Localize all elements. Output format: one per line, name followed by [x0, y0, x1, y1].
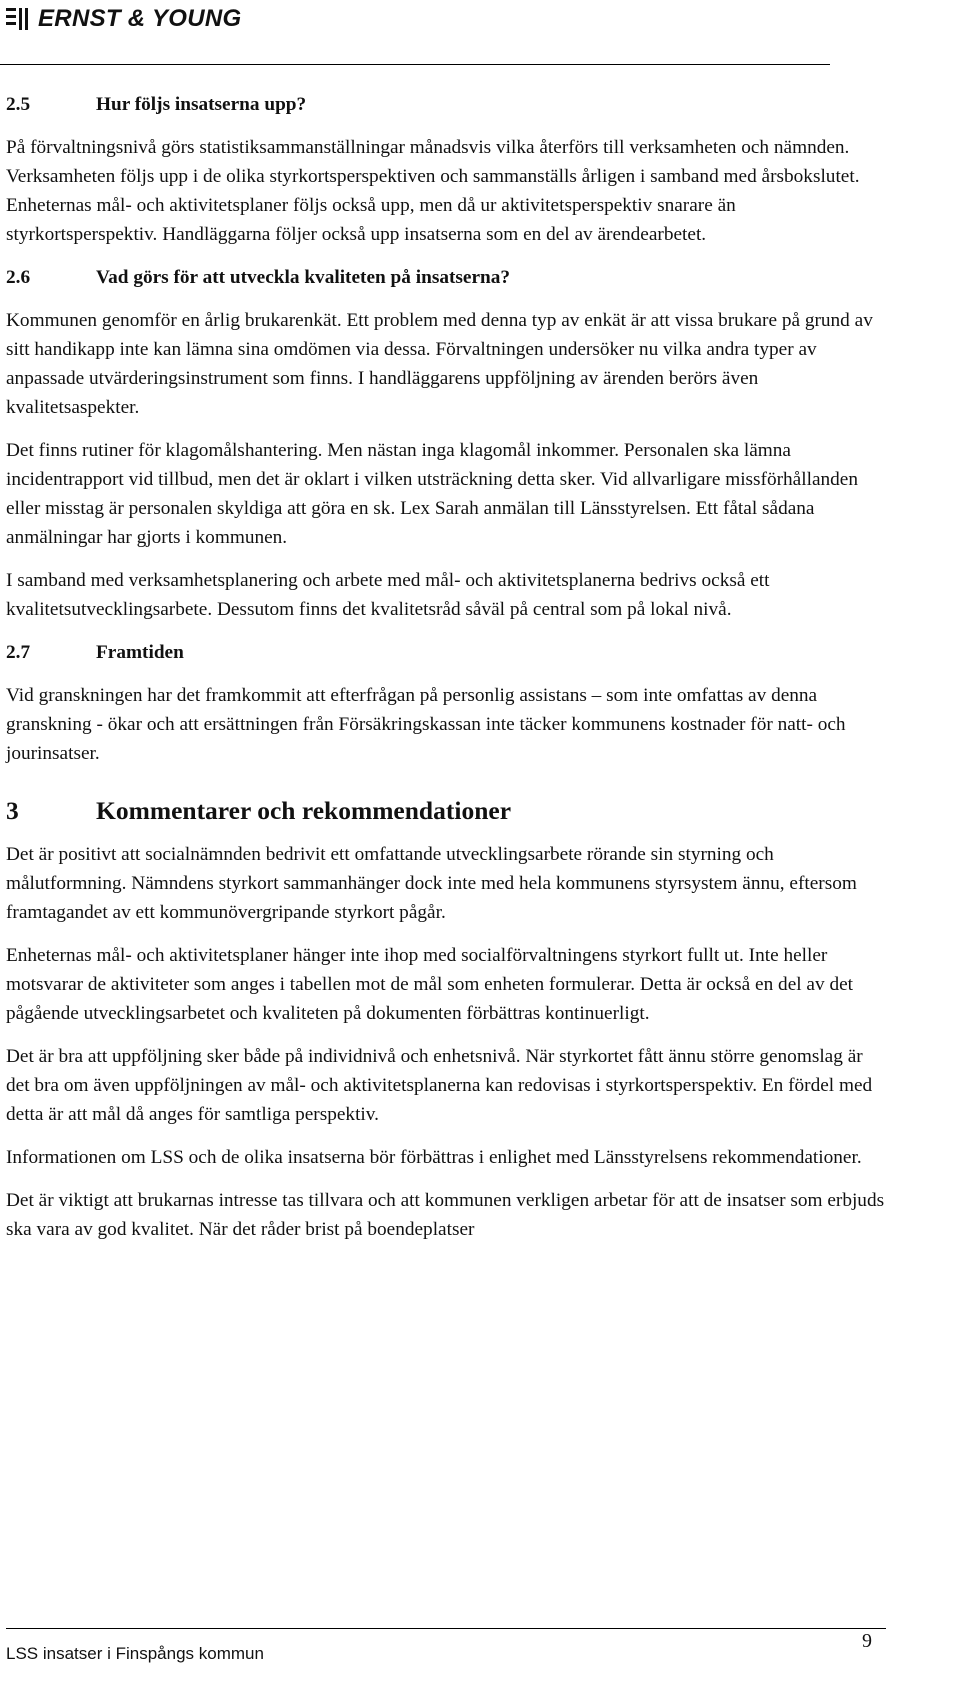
- section-heading-2-7: [6, 638, 886, 667]
- section-number: 2.7: [6, 642, 31, 663]
- header-divider: [0, 64, 830, 65]
- chapter-heading-3: [6, 794, 886, 828]
- paragraph: Det är positivt att socialnämnden bedrivit ett omfattande utvecklingsarbete rörande sin styrning och målutformning. Nämndens styrkort sammanhänger dock inte med hela kommunens styrsystem ännu, eftersom framtagandet av ett kommunövergripande styrkort pågår.: [6, 844, 857, 923]
- section-title: Vad görs för att utveckla kvaliteten på insatserna?: [96, 267, 511, 288]
- paragraph: Det är viktigt att brukarnas intresse tas tillvara och att kommunen verkligen arbetar för att de insatser som erbjuds ska vara av god kvalitet. När det råder brist på boendeplatser: [6, 1190, 885, 1240]
- document-body: [6, 84, 886, 1258]
- section-heading-2-6: [6, 263, 886, 292]
- section-title: Hur följs insatserna upp?: [96, 94, 307, 115]
- paragraph: Enheternas mål- och aktivitetsplaner hänger inte ihop med socialförvaltningens styrkort fullt ut. Inte heller motsvarar de aktiviteter som anges i tabellen mot de mål som enheten formulerar. Detta är också en del av det pågående utvecklingsarbetet och kvaliteten på dokumenten förbättras kontinuerligt.: [6, 945, 853, 1024]
- paragraph: I samband med verksamhetsplanering och arbete med mål- och aktivitetsplanerna bedrivs också ett kvalitetsutvecklingsarbete. Dessutom finns det kvalitetsråd såväl på central som på lokal nivå.: [6, 570, 770, 620]
- section-title: Framtiden: [96, 642, 184, 663]
- paragraph: Det är bra att uppföljning sker både på individnivå och enhetsnivå. När styrkortet fått ännu större genomslag är det bra om även uppföljningen av mål- och aktivitetsplanerna kan redovisas i styrkortsperspektiv. En fördel med detta är att mål då anges för samtliga perspektiv.: [6, 1046, 873, 1125]
- section-heading-2-5: [6, 90, 886, 119]
- paragraph: På förvaltningsnivå görs statistiksammanställningar månadsvis vilka återförs till verksamheten och nämnden. Verksamheten följs upp i de olika styrkortsperspektiven och sammanställs årligen i samband med årsbokslutet. Enheternas mål- och aktivitetsplaner följs också upp, men då ur aktivitetsperspektiv snarare än styrkortsperspektiv. Handläggarna följer också upp insatserna som en del av ärendearbetet.: [6, 137, 860, 245]
- paragraph: Vid granskningen har det framkommit att efterfrågan på personlig assistans – som inte omfattas av denna granskning - ökar och att ersättningen från Försäkringskassan inte täcker kommunens kostnader för natt- och jourinsatser.: [6, 685, 846, 764]
- footer-divider: [6, 1628, 886, 1629]
- chapter-title: Kommentarer och rekommendationer: [96, 796, 512, 825]
- section-number: 2.6: [6, 267, 31, 288]
- footer-title: LSS insatser i Finspångs kommun: [6, 1644, 264, 1663]
- chapter-number: 3: [6, 796, 19, 825]
- company-logo: [6, 4, 241, 34]
- paragraph: Informationen om LSS och de olika insatserna bör förbättras i enlighet med Länsstyrelsens rekommendationer.: [6, 1147, 862, 1168]
- page-number: 9: [862, 1630, 872, 1652]
- ey-logo-icon: [6, 6, 30, 32]
- logo-text: ERNST & YOUNG: [38, 5, 242, 32]
- section-number: 2.5: [6, 94, 31, 115]
- paragraph: Kommunen genomför en årlig brukarenkät. Ett problem med denna typ av enkät är att vissa brukare på grund av sitt handikapp inte kan lämna sina omdömen via dessa. Förvaltningen undersöker nu vilka andra typer av anpassade utvärderingsinstrument som finns. I handläggarens uppföljning av ärenden berörs även kvalitetsaspekter.: [6, 310, 873, 418]
- paragraph: Det finns rutiner för klagomålshantering. Men nästan inga klagomål inkommer. Personalen ska lämna incidentrapport vid tillbud, men det är oklart i vilken utsträckning detta sker. Vid allvarligare missförhållanden eller misstag är personalen skyldiga att göra en sk. Lex Sarah anmälan till Länsstyrelsen. Ett fåtal sådana anmälningar har gjorts i kommunen.: [6, 440, 858, 548]
